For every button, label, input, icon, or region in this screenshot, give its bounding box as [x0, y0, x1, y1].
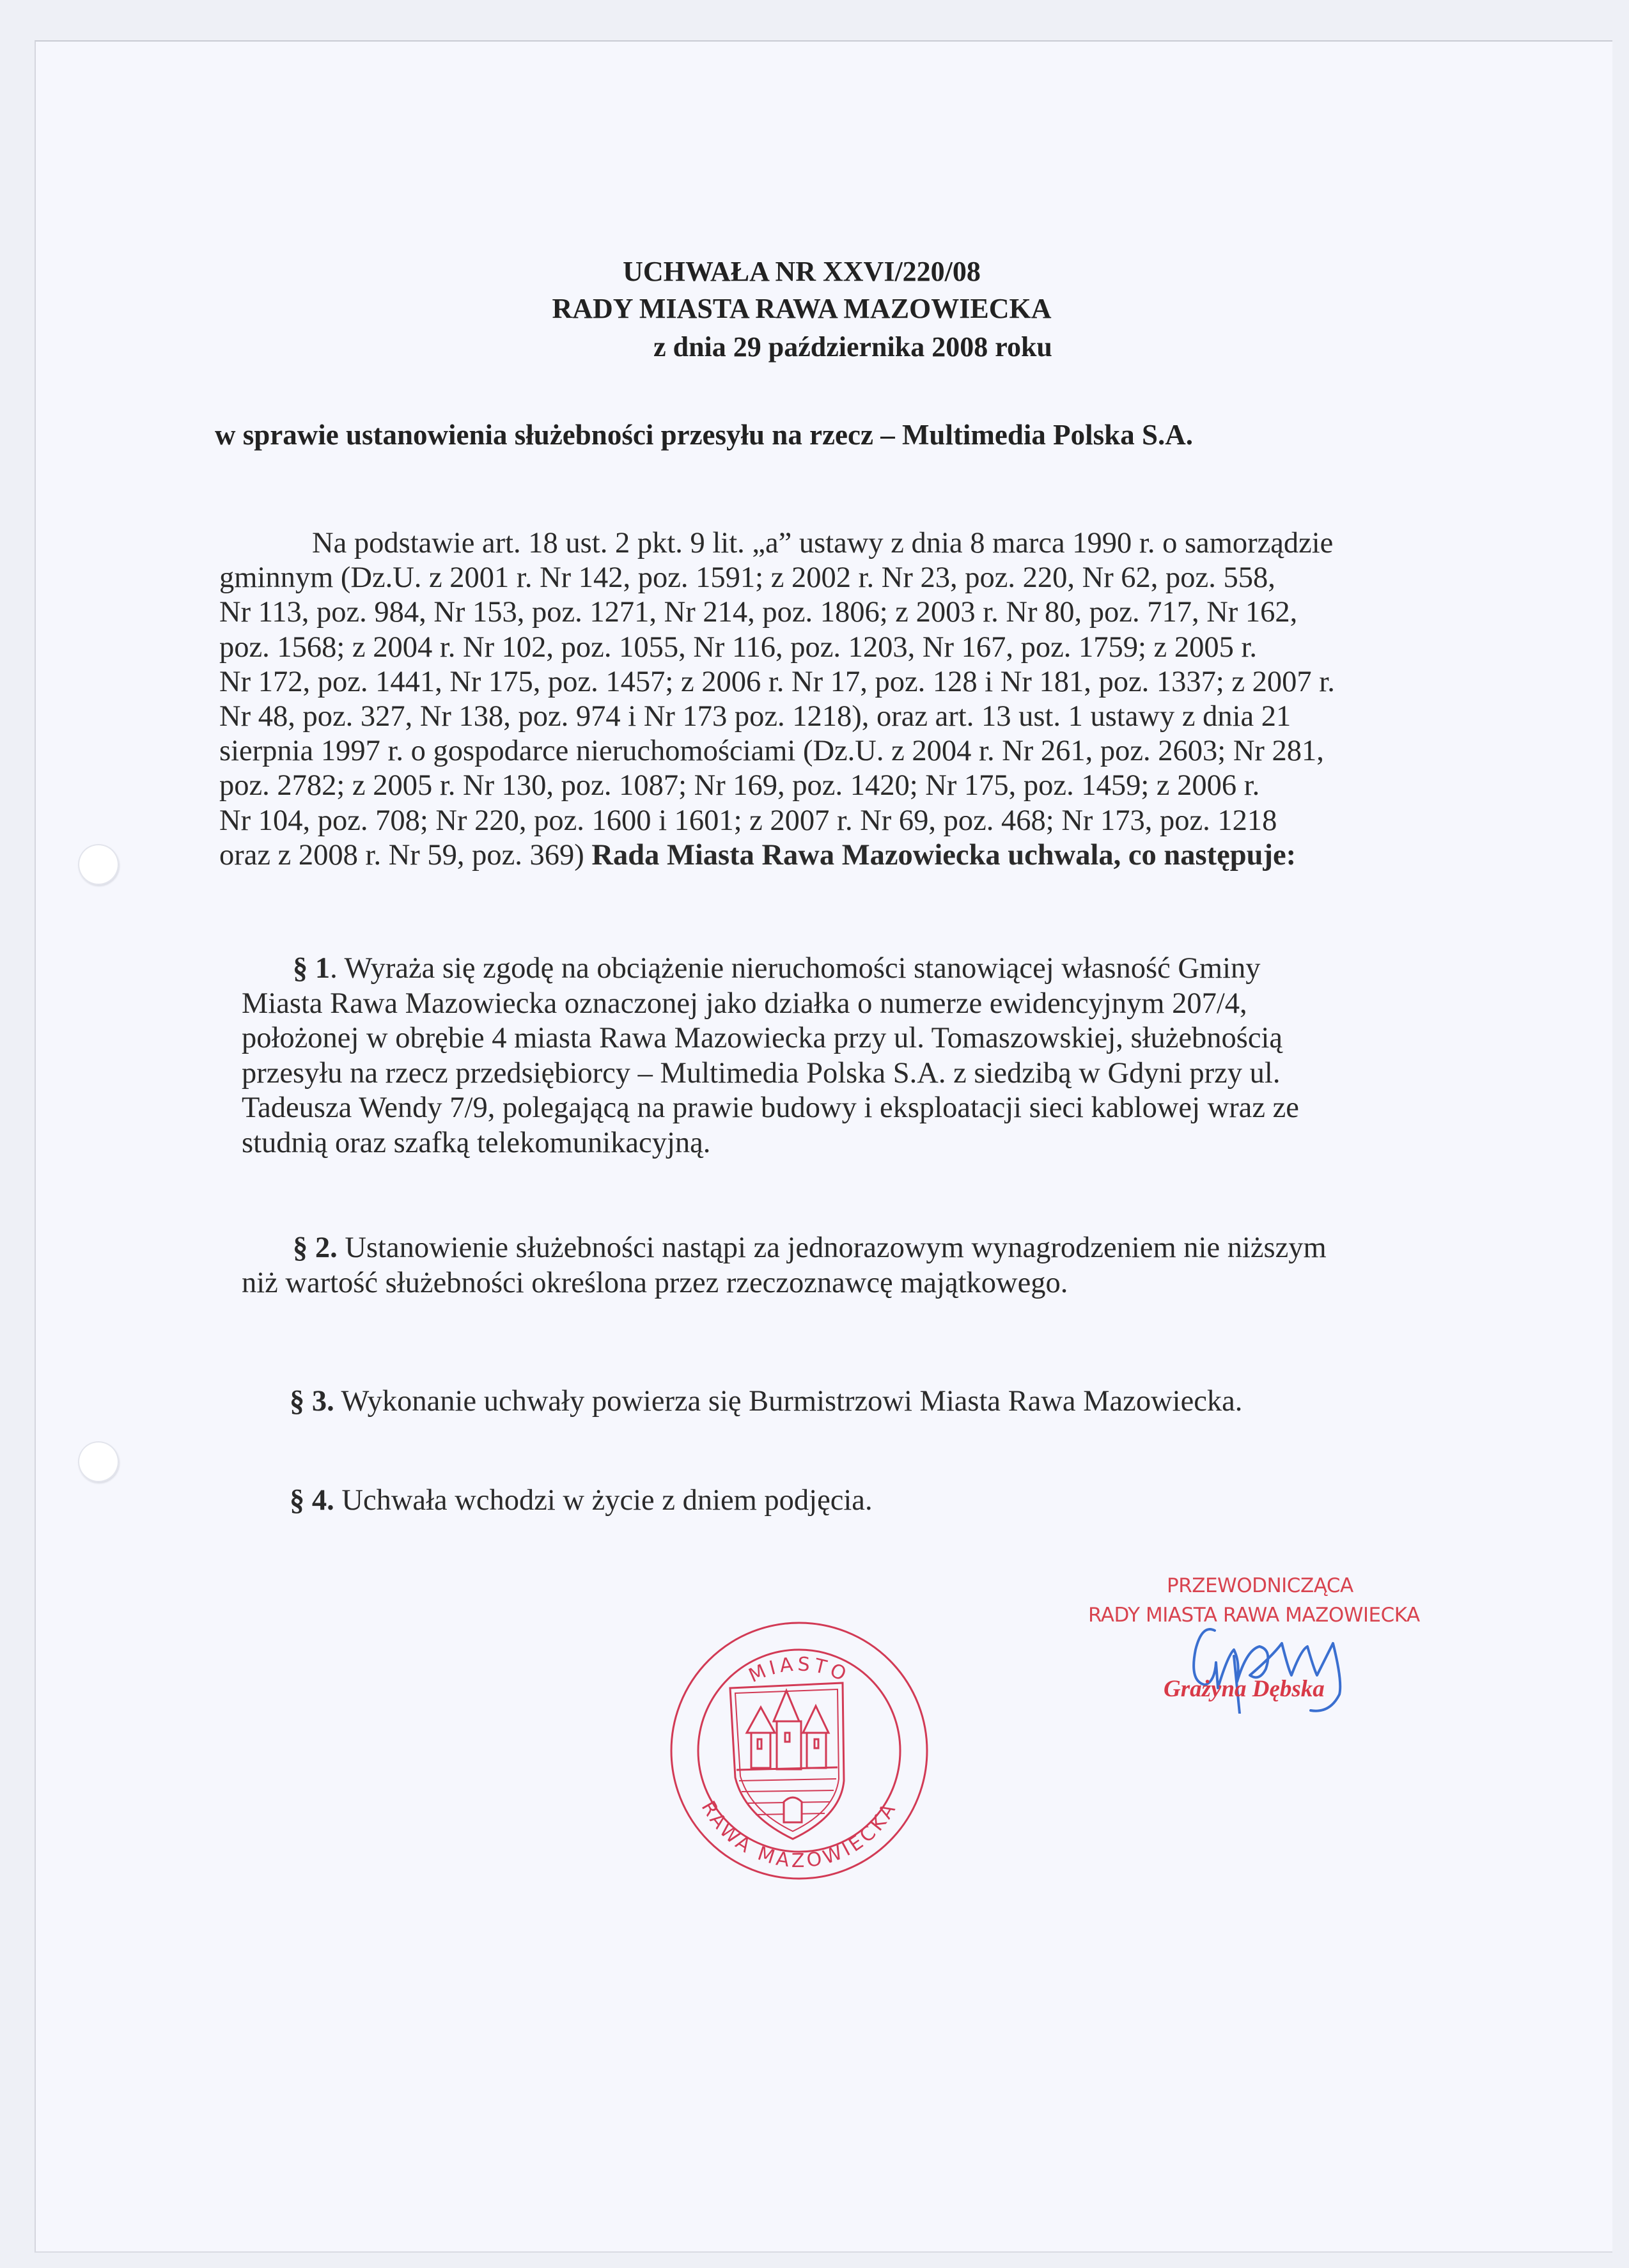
- paragraph-line: Tadeusza Wendy 7/9, polegającą na prawie budowy i eksploatacji sieci kablowej wraz ze: [242, 1091, 1299, 1124]
- punch-hole: [78, 1441, 119, 1482]
- enacting-clause: Rada Miasta Rawa Mazowiecka uchwala, co następuje:: [591, 838, 1297, 872]
- paragraph-4: [290, 1483, 1504, 1519]
- preamble-line: poz. 1568; z 2004 r. Nr 102, poz. 1055, Nr 116, poz. 1203, Nr 167, poz. 1759; z 2005 r.: [219, 630, 1257, 664]
- paragraph-line: studnią oraz szafką telekomunikacyjną.: [242, 1126, 711, 1159]
- signatory-body: RADY MIASTA RAWA MAZOWIECKA: [1088, 1604, 1420, 1627]
- resolution-date: z dnia 29 października 2008 roku: [653, 331, 1052, 363]
- section-marker: § 4.: [290, 1484, 334, 1517]
- paragraph-1: [242, 951, 1456, 1161]
- paragraph-line: Wykonanie uchwały powierza się Burmistrzowi Miasta Rawa Mazowiecka.: [334, 1385, 1243, 1418]
- preamble-line: Nr 172, poz. 1441, Nr 175, poz. 1457; z 2006 r. Nr 17, poz. 128 i Nr 181, poz. 1337; z 2007 r.: [219, 665, 1335, 698]
- paragraph-line: Ustanowienie służebności nastąpi za jednorazowym wynagrodzeniem nie niższym: [337, 1232, 1327, 1264]
- paragraph-line: . Wyraża się zgodę na obciążenie nieruchomości stanowiącej własność Gminy: [330, 952, 1261, 985]
- paragraph-2: [242, 1231, 1456, 1301]
- preamble-line: Na podstawie art. 18 ust. 2 pkt. 9 lit. „a” ustawy z dnia 8 marca 1990 r. o samorządzie: [312, 527, 1334, 559]
- seal-bottom-text: RAWA MAZOWIECKA: [696, 1797, 902, 1873]
- preamble-line: Nr 48, poz. 327, Nr 138, poz. 974 i Nr 173 poz. 1218), oraz art. 13 ust. 1 ustawy z dnia 21: [219, 700, 1291, 733]
- paragraph-line: niż wartość służebności określona przez rzeczoznawcę majątkowego.: [242, 1266, 1068, 1299]
- city-seal: [665, 1611, 933, 1893]
- signatory-title: PRZEWODNICZĄCA: [1167, 1574, 1353, 1597]
- resolution-subject: w sprawie ustanowienia służebności przesyłu na rzecz – Multimedia Polska S.A.: [215, 419, 1193, 451]
- paragraph-line: przesyłu na rzecz przedsiębiorcy – Multimedia Polska S.A. z siedzibą w Gdyni przy ul.: [242, 1056, 1281, 1090]
- issuing-body: RADY MIASTA RAWA MAZOWIECKA: [552, 293, 1052, 324]
- preamble-line: Nr 104, poz. 708; Nr 220, poz. 1600 i 1601; z 2007 r. Nr 69, poz. 468; Nr 173, poz. 1218: [219, 804, 1277, 837]
- section-marker: § 2.: [293, 1232, 338, 1264]
- resolution-number: UCHWAŁA NR XXVI/220/08: [623, 256, 981, 287]
- paragraph-3: [290, 1384, 1504, 1419]
- preamble-line: poz. 2782; z 2005 r. Nr 130, poz. 1087; Nr 169, poz. 1420; Nr 175, poz. 1459; z 2006 r.: [219, 769, 1260, 802]
- preamble-line: sierpnia 1997 r. o gospodarce nieruchomościami (Dz.U. z 2004 r. Nr 261, poz. 2603; Nr 281,: [219, 735, 1324, 768]
- preamble-last-plain: oraz z 2008 r. Nr 59, poz. 369): [219, 838, 592, 872]
- section-marker: § 1: [293, 952, 331, 985]
- punch-hole: [78, 844, 119, 885]
- castle-emblem-icon: [730, 1683, 844, 1839]
- preamble-line: gminnym (Dz.U. z 2001 r. Nr 142, poz. 1591; z 2002 r. Nr 23, poz. 220, Nr 62, poz. 558,: [219, 561, 1275, 595]
- paragraph-line: Miasta Rawa Mazowiecka oznaczonej jako działka o numerze ewidencyjnym 207/4,: [242, 987, 1247, 1020]
- paragraph-line: położonej w obrębie 4 miasta Rawa Mazowiecka przy ul. Tomaszowskiej, służebnością: [242, 1022, 1283, 1054]
- section-marker: § 3.: [290, 1385, 334, 1418]
- paragraph-line: Uchwała wchodzi w życie z dniem podjęcia.: [334, 1484, 873, 1517]
- preamble: [219, 526, 1434, 873]
- signatory-name: Grażyna Dębska: [1164, 1676, 1325, 1702]
- preamble-last-line: [219, 838, 1434, 873]
- seal-top-text: MIASTO: [745, 1653, 853, 1687]
- preamble-line: Nr 113, poz. 984, Nr 153, poz. 1271, Nr 214, poz. 1806; z 2003 r. Nr 80, poz. 717, Nr 162,: [219, 596, 1298, 629]
